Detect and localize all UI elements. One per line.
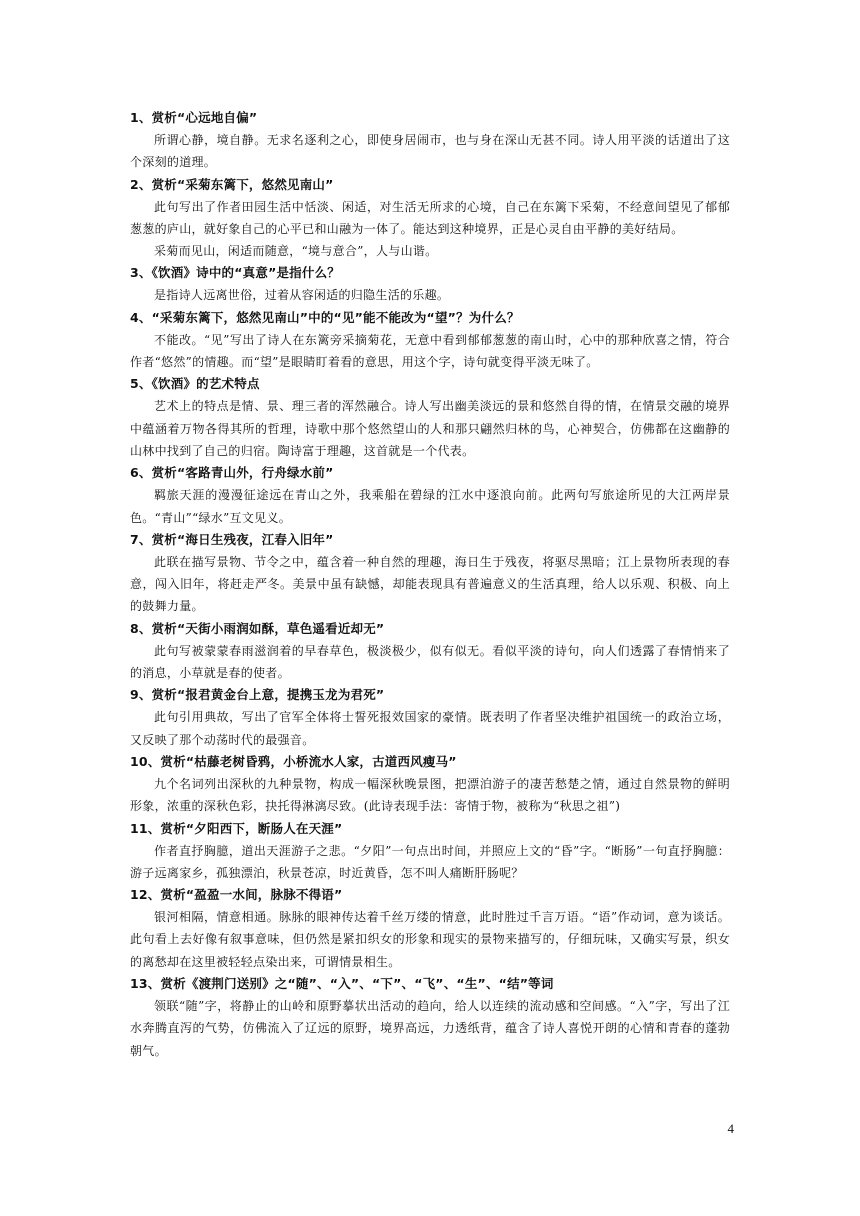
section-heading: 1、赏析“心远地自偏” [130,110,258,125]
section [130,529,730,618]
section-paragraph: 是指诗人远离世俗，过着从容闲适的归隐生活的乐趣。 [154,288,450,303]
section-paragraph: 不能改。“见”写出了诗人在东篱旁采摘菊花，无意中看到郁郁葱葱的南山时，心中的那种欣喜之情，符合作者“悠然”的情趣。而“望”是眼睛盯着看的意思，用这个字，诗句就变得平淡无味了。 [130,332,730,370]
section [130,307,730,374]
section-heading: 6、赏析“客路青山外，行舟绿水前” [130,465,334,481]
section [130,818,730,885]
section [130,262,730,306]
section-paragraph: 所谓心静，境自静。无求名逐利之心，即使身居闹市，也与身在深山无甚不同。诗人用平淡的话道出了这个深刻的道理。 [130,133,730,170]
section-heading: 8、赏析“天街小雨润如酥，草色遥看近却无” [130,620,385,636]
section-heading: 4、“采菊东篱下，悠然见南山”中的“见”能不能改为“望”？为什么？ [130,309,520,325]
section [130,751,730,818]
section-heading: 5、《饮酒》的艺术特点 [130,376,260,392]
section-heading: 12、赏析“盈盈一水间，脉脉不得语” [130,887,343,903]
section-heading: 3、《饮酒》诗中的“真意”是指什么？ [130,265,340,281]
section [130,373,730,462]
section-heading: 10、赏析“枯藤老树昏鸦，小桥流水人家，古道西风瘦马” [130,753,457,769]
section [130,973,730,1062]
section-paragraph: 此句写被蒙蒙春雨滋润着的早春草色，极淡极少，似有似无。看似平淡的诗句，向人们透露了春情悄来了的消息，小草就是春的使者。 [130,643,730,681]
section-heading: 9、赏析“报君黄金台上意，提携玉龙为君死” [130,687,385,703]
section-paragraph: 此句引用典故，写出了官军全体将士誓死报效国家的豪情。既表明了作者坚决维护祖国统一的政治立场，又反映了那个动荡时代的最强音。 [130,710,730,747]
section-paragraph: 艺术上的特点是情、景、理三者的浑然融合。诗人写出幽美淡远的景和悠然自得的情，在情景交融的境界中蕴涵着万物各得其所的哲理，诗歌中那个悠然望山的人和那只翩然归林的鸟，心神契合，仿佛都在这幽静的山林中找到了自己的归宿。陶诗富于理趣，这首就是一个代表。 [130,399,730,458]
section-paragraph: 领联“随”字，将静止的山岭和原野摹状出活动的趋向，给人以连续的流动感和空间感。“入”字，写出了江水奔腾直泻的气势，仿佛流入了辽远的原野，境界高远，力透纸背，蕴含了诗人喜悦开朗的心情和青春的蓬勃朝气。 [130,999,730,1058]
section-heading: 13、赏析《渡荆门送别》之“随”、“入”、“下”、“飞”、“生”、“结”等词 [130,976,554,992]
section [130,618,730,685]
section-heading: 7、赏析“海日生残夜，江春入旧年” [130,531,334,547]
section [130,884,730,973]
section-paragraph: 此联在描写景物、节令之中，蕴含着一种自然的理趣，海日生于残夜，将驱尽黑暗；江上景物所表现的春意，闯入旧年，将赶走严冬。美景中虽有缺憾，却能表现具有普遍意义的生活真理，给人以乐观、积极、向上的鼓舞力量。 [130,554,730,614]
section-paragraph: 九个名词列出深秋的九种景物，构成一幅深秋晚景图，把漂泊游子的凄苦愁楚之情，通过自然景物的鲜明形象，浓重的深秋色彩，抉托得淋漓尽致。(此诗表现手法：寄情于物，被称为“秋思之祖”) [130,776,730,814]
section-paragraph: 羁旅天涯的漫漫征途远在青山之外，我乘船在碧绿的江水中逐浪向前。此两句写旅途所见的大江两岸景色。“青山”“绿水”互文见义。 [130,488,730,525]
section [130,107,730,174]
section [130,174,730,263]
section-paragraph: 此句写出了作者田园生活中恬淡、闲适，对生活无所求的心境，自己在东篱下采菊，不经意间望见了郁郁葱葱的庐山，就好象自己的心平已和山融为一体了。能达到这种境界，正是心灵自由平静的美好结局。 [130,199,730,236]
section-heading: 11、赏析“夕阳西下，断肠人在天涯” [130,820,343,836]
page-content [130,107,730,1062]
section-paragraph: 采菊而见山，闲适而随意，“境与意合”，人与山谐。 [154,244,438,259]
page-number: 4 [727,1121,734,1136]
section [130,684,730,751]
section-paragraph: 银河相隔，情意相通。脉脉的眼神传达着千丝万缕的情意，此时胜过千言万语。“语”作动词，意为谈话。此句看上去好像有叙事意味，但仍然是紧扣织女的形象和现实的景物来描写的，仔细玩味，又确实写景，织女的离愁却在这里被轻轻点染出来，可谓情景相生。 [130,910,730,969]
section [130,462,730,529]
section-paragraph: 作者直抒胸臆，道出天涯游子之悲。“夕阳”一句点出时间，并照应上文的“昏”字。“断肠”一句直抒胸臆：游子远离家乡，孤独漂泊，秋景苍凉，时近黄昏，怎不叫人痛断肝肠呢？ [130,843,730,880]
section-heading: 2、赏析“采菊东篱下，悠然见南山” [130,176,334,192]
